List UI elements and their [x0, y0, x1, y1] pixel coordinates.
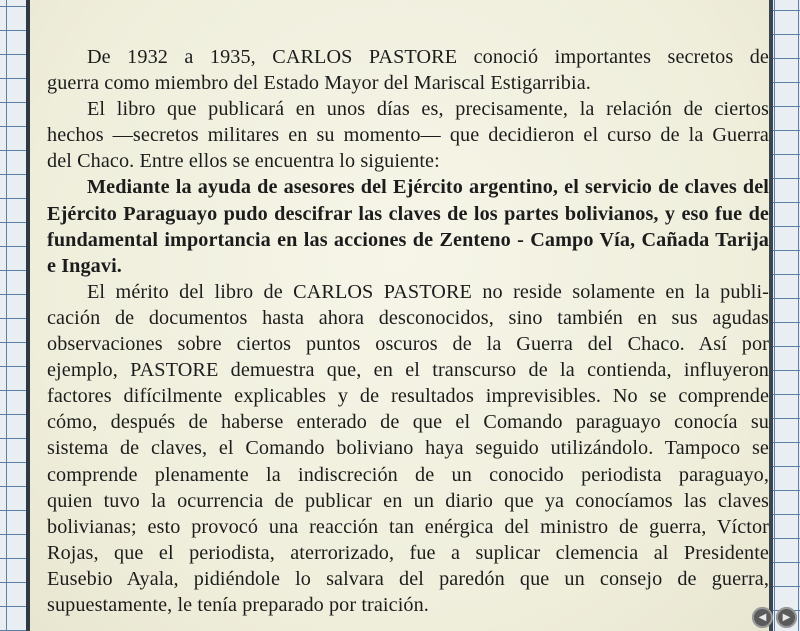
text-line: ejemplo, PASTORE demuestra que, en el transcurso de la contienda, influyeron — [47, 359, 769, 382]
graph-paper-right — [772, 0, 800, 631]
text-line: factores difícilmente explicables y de resultados imprevisibles. No se comprende — [47, 385, 769, 408]
text-line-bold: Mediante la ayuda de asesores del Ejército argentino, el servicio de claves del — [87, 176, 769, 199]
text-line: supuestamente, le tenía preparado por traición. — [47, 593, 429, 616]
text-line: del Chaco. Entre ellos se encuentra lo siguiente: — [47, 150, 440, 173]
text-line: cómo, después de haberse enterado de que el Comando paraguayo conocía su — [47, 411, 769, 434]
chevron-right-icon: ▶ — [782, 612, 791, 623]
text-line: comprende plenamente la indiscreción de un conocido periodista paraguayo, — [47, 463, 769, 486]
text-line: quien tuvo la ocurrencia de publicar en un diario que ya conocíamos las claves — [47, 489, 769, 512]
article-text — [47, 44, 769, 618]
text-line: El mérito del libro de CARLOS PASTORE no reside solamente en la publi- — [87, 280, 769, 303]
text-line: sistema de claves, el Comando boliviano haya seguido utilizándolo. Tampoco se — [47, 437, 769, 460]
chevron-left-icon: ◀ — [758, 612, 767, 623]
text-line: El libro que publicará en unos días es, precisamente, la relación de ciertos — [87, 98, 769, 121]
text-line-bold: fundamental importancia en las acciones de Zenteno - Campo Vía, Cañada Tarija — [47, 228, 769, 251]
text-line: cación de documentos hasta ahora desconocidos, sino también en sus agudas — [47, 306, 769, 329]
next-page-button[interactable] — [776, 607, 797, 628]
text-line: Eusebio Ayala, pidiéndole lo salvara del paredón que un consejo de guerra, — [47, 567, 769, 590]
text-line: hechos —secretos militares en su momento— que decidieron el curso de la Guerra — [47, 124, 769, 147]
text-line: Rojas, que el periodista, aterrorizado, fue a suplicar clemencia al Presidente — [47, 541, 769, 564]
text-line: observaciones sobre ciertos puntos oscuros de la Guerra del Chaco. Así por — [47, 333, 769, 356]
newspaper-clipping — [30, 0, 769, 631]
text-line-bold: e Ingavi. — [47, 254, 122, 277]
text-line: guerra como miembro del Estado Mayor del Mariscal Estigarribia. — [47, 72, 591, 95]
text-line-bold: Ejército Paraguayo pudo descifrar las claves de los partes bolivianos, y eso fue de — [47, 202, 769, 225]
text-line: bolivianas; esto provocó una reacción tan enérgica del ministro de guerra, Víctor — [47, 515, 769, 538]
previous-page-button[interactable] — [752, 607, 773, 628]
text-line: De 1932 a 1935, CARLOS PASTORE conoció importantes secretos de — [87, 46, 769, 68]
